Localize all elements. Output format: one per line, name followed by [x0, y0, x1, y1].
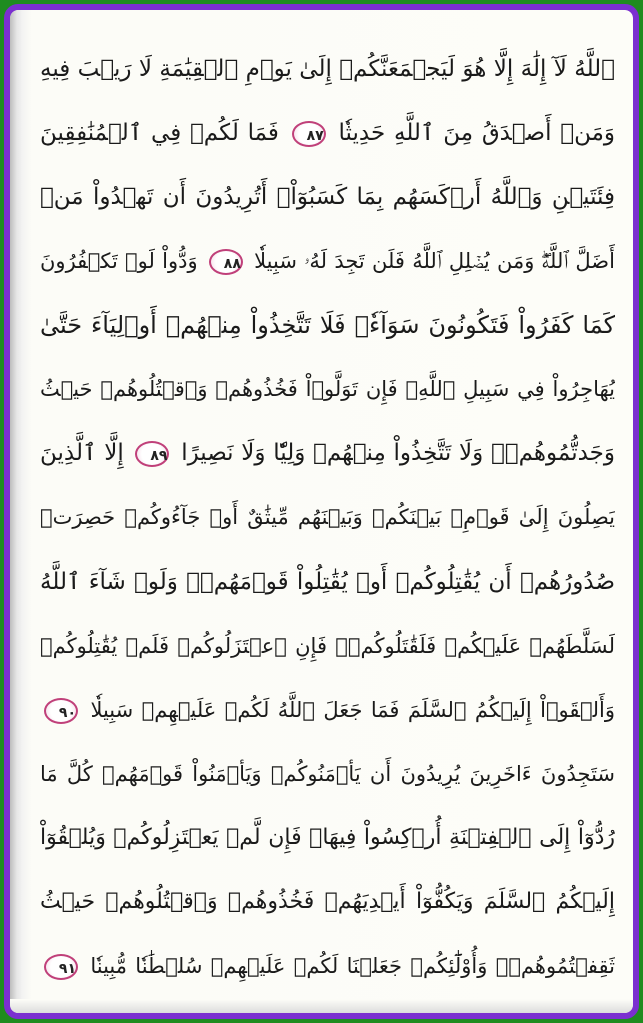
page-spine: [10, 10, 22, 1013]
verse-text: يَصِلُونَ إِلَىٰ قَوۡمِۭ بَيۡنَكُمۡ وَبَيۡنَهُم مِّيثَٰقٌ أَوۡ جَآءُوكُمۡ حَصِرَتۡ: [40, 505, 615, 530]
verse-text: وَمَنۡ أَصۡدَقُ مِنَ ٱللَّهِ حَدِيثٗا: [338, 120, 615, 147]
verse-line: [40, 488, 615, 546]
verse-line: [40, 360, 615, 418]
ayah-number-marker: ٩٠: [44, 698, 78, 724]
verse-text: كَمَا كَفَرُواْ فَتَكُونُونَ سَوَآءٗۖ فَلَا تَتَّخِذُواْ مِنۡهُمۡ أَوۡلِيَآءَ حَتَّىٰ: [40, 311, 615, 340]
verse-line: [40, 937, 615, 995]
mushaf-page: [10, 10, 633, 1013]
verse-text: صُدُورُهُمۡ أَن يُقَٰتِلُوكُمۡ أَوۡ يُقَٰتِلُواْ قَوۡمَهُمۡۚ وَلَوۡ شَآءَ ٱللَّهُ: [40, 568, 615, 595]
verse-line: [40, 104, 615, 162]
verse-lines: [40, 40, 615, 995]
verse-text: ٱللَّهُ لَآ إِلَٰهَ إِلَّا هُوَ لَيَجۡمَعَنَّكُمۡ إِلَىٰ يَوۡمِ ٱلۡقِيَٰمَةِ لَا رَيۡبَ فِيهِ: [40, 56, 615, 82]
verse-text: إِلَيۡكُمُ ٱلسَّلَمَ وَيَكُفُّوٓاْ أَيۡدِيَهُمۡ فَخُذُوهُمۡ وَٱقۡتُلُوهُمۡ حَيۡثُ: [40, 888, 615, 914]
verse-line: [40, 168, 615, 226]
verse-text: فَمَا لَكُمۡ فِي ٱلۡمُنَٰفِقِينَ: [40, 120, 279, 147]
verse-line: [40, 296, 615, 354]
verse-line: [40, 424, 615, 482]
verse-line: [40, 40, 615, 98]
verse-line: [40, 873, 615, 931]
ayah-number-marker: ٩١: [44, 954, 78, 980]
verse-text: فِئَتَيۡنِ وَٱللَّهُ أَرۡكَسَهُم بِمَا كَسَبُوٓاْۚ أَتُرِيدُونَ أَن تَهۡدُواْ مَنۡ: [40, 184, 615, 211]
verse-line: [40, 745, 615, 803]
verse-line: [40, 617, 615, 675]
verse-text: وَدُّواْ لَوۡ تَكۡفُرُونَ: [40, 249, 198, 274]
verse-text: ثَقِفۡتُمُوهُمۡۚ وَأُوْلَٰٓئِكُمۡ جَعَلۡنَا لَكُمۡ عَلَيۡهِمۡ سُلۡطَٰنٗا مُّبِينٗا: [90, 953, 615, 978]
ayah-number-marker: ٨٨: [209, 249, 243, 275]
ayah-number-marker: ٨٩: [135, 441, 169, 467]
page-bottom-edge: [10, 999, 633, 1013]
page-frame: [4, 4, 639, 1019]
verse-line: [40, 232, 615, 290]
verse-line: [40, 681, 615, 739]
verse-text: أَضَلَّ ٱللَّهُۖ وَمَن يُضۡلِلِ ٱللَّهُ فَلَن تَجِدَ لَهُۥ سَبِيلٗا: [254, 249, 615, 274]
verse-line: [40, 553, 615, 611]
verse-text: لَسَلَّطَهُمۡ عَلَيۡكُمۡ فَلَقَٰتَلُوكُمۡۚ فَإِنِ ٱعۡتَزَلُوكُمۡ فَلَمۡ يُقَٰتِلُوكُمۡ: [40, 633, 615, 658]
verse-text: وَأَلۡقَوۡاْ إِلَيۡكُمُ ٱلسَّلَمَ فَمَا جَعَلَ ٱللَّهُ لَكُمۡ عَلَيۡهِمۡ سَبِيلٗا: [90, 697, 615, 722]
verse-text: رُدُّوٓاْ إِلَى ٱلۡفِتۡنَةِ أُرۡكِسُواْ فِيهَاۚ فَإِن لَّمۡ يَعۡتَزِلُوكُمۡ وَيُلۡقُوٓاْ: [40, 824, 615, 850]
verse-text: يُهَاجِرُواْ فِي سَبِيلِ ٱللَّهِۚ فَإِن تَوَلَّوۡاْ فَخُذُوهُمۡ وَٱقۡتُلُوهُمۡ حَيۡثُ: [40, 377, 615, 402]
verse-text: وَجَدتُّمُوهُمۡۖ وَلَا تَتَّخِذُواْ مِنۡهُمۡ وَلِيّٗا وَلَا نَصِيرًا: [181, 440, 615, 467]
verse-text: سَتَجِدُونَ ءَاخَرِينَ يُرِيدُونَ أَن يَأۡمَنُوكُمۡ وَيَأۡمَنُواْ قَوۡمَهُمۡ كُلَّ مَا: [40, 761, 615, 786]
verse-text: إِلَّا ٱلَّذِينَ: [40, 440, 124, 467]
ayah-number-marker: ٨٧: [292, 121, 326, 147]
verse-line: [40, 809, 615, 867]
